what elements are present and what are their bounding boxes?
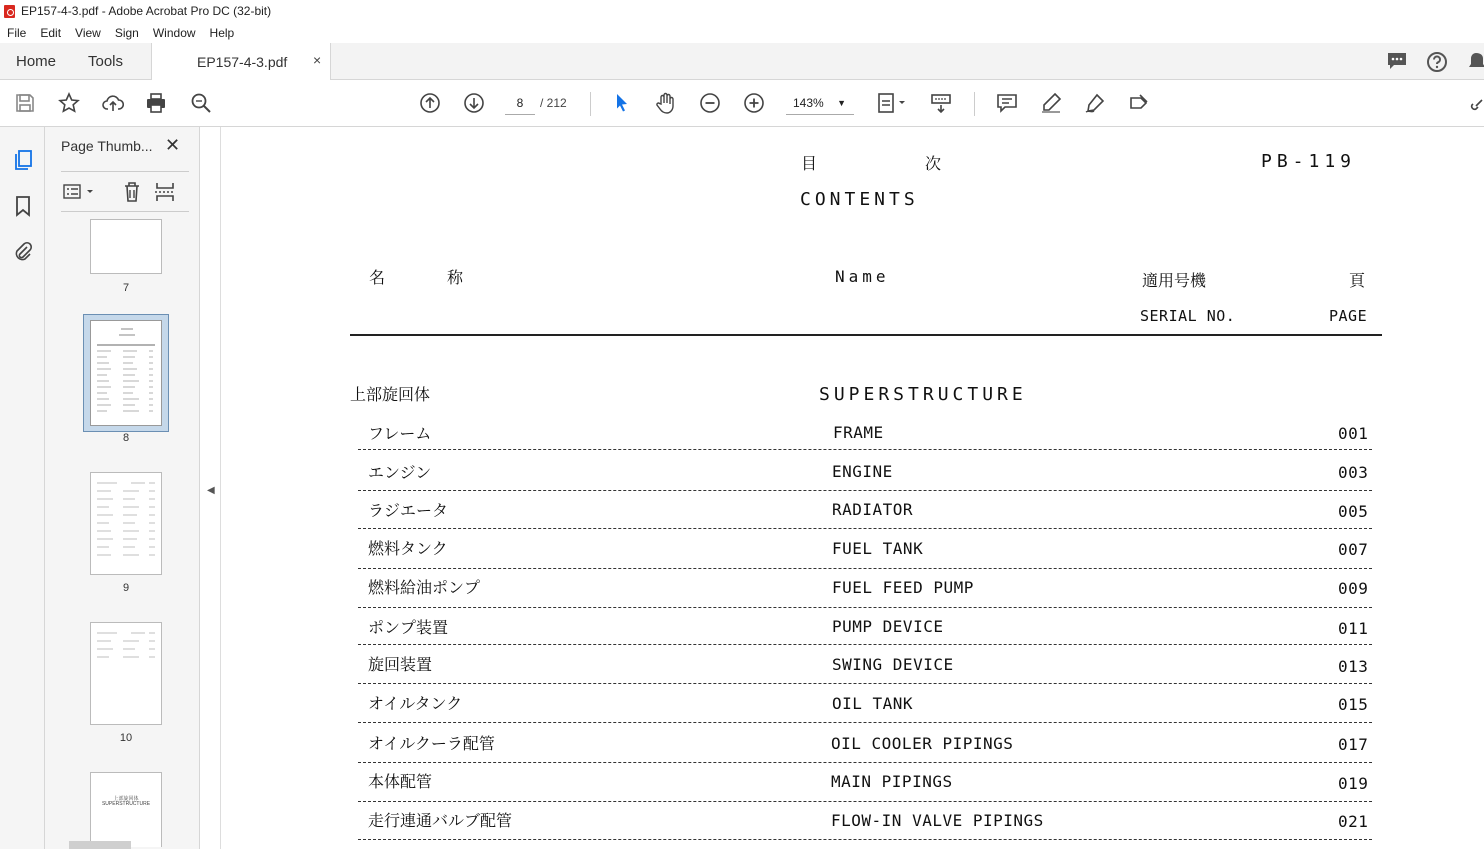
hand-icon — [655, 92, 677, 114]
close-tab-icon[interactable]: × — [313, 52, 322, 68]
fit-page-icon — [876, 92, 906, 114]
star-icon — [58, 92, 80, 114]
row-divider — [358, 528, 1372, 529]
row-jp: エンジン — [368, 463, 432, 482]
row-page: 001 — [1338, 424, 1369, 443]
contents-title: CONTENTS — [800, 189, 919, 210]
thumbnail-content-lines — [91, 623, 161, 723]
magnifier-icon — [190, 92, 212, 114]
page-display-button[interactable] — [874, 91, 908, 115]
row-en: FLOW-IN VALVE PIPINGS — [831, 811, 1044, 830]
row-en: OIL COOLER PIPINGS — [831, 734, 1014, 753]
row-en: OIL TANK — [832, 694, 914, 713]
thumbnail-label: 9 — [122, 582, 130, 594]
row-jp: 走行連通バルブ配管 — [368, 811, 513, 830]
scroll-mode-button[interactable] — [929, 91, 953, 115]
row-divider — [358, 801, 1372, 802]
document-page — [221, 127, 1484, 849]
col-name-en: Name — [835, 267, 890, 286]
row-en: PUMP DEVICE — [832, 617, 944, 636]
row-divider — [358, 683, 1372, 684]
row-page: 021 — [1338, 812, 1369, 831]
col-page-jp: 頁 — [1349, 271, 1366, 290]
menu-file[interactable]: File — [7, 25, 27, 40]
col-serial-en: SERIAL NO. — [1140, 307, 1236, 325]
search-button[interactable] — [189, 91, 213, 115]
row-page: 007 — [1338, 540, 1369, 559]
thumbnail-page-10[interactable] — [90, 622, 162, 725]
menu-view[interactable]: View — [75, 25, 101, 40]
row-en: FUEL TANK — [832, 539, 924, 558]
row-divider — [358, 722, 1372, 723]
thumbnail-label: 10 — [119, 732, 133, 744]
row-page: 011 — [1338, 619, 1369, 638]
insert-pages-icon[interactable] — [153, 180, 177, 204]
thumbnail-page-9[interactable] — [90, 472, 162, 575]
save-button[interactable] — [13, 91, 37, 115]
sign-button[interactable] — [1127, 91, 1151, 115]
col-name-jp-1: 名 — [369, 268, 386, 287]
section-title-jp: 上部旋回体 — [350, 385, 431, 404]
highlight-button[interactable] — [1039, 91, 1063, 115]
row-en: FUEL FEED PUMP — [832, 578, 974, 597]
chevron-down-icon: ▼ — [837, 98, 846, 108]
row-divider — [358, 568, 1372, 569]
draw-button[interactable] — [1083, 91, 1107, 115]
bookmark-star-button[interactable] — [57, 91, 81, 115]
page-number-input[interactable]: 8 — [505, 91, 535, 115]
row-jp: 燃料タンク — [368, 539, 448, 558]
row-divider — [358, 839, 1372, 840]
thumbnail-page-8-selected[interactable] — [83, 314, 169, 432]
printer-icon — [145, 92, 167, 114]
toolbar-divider — [590, 92, 591, 116]
zoom-level-select[interactable] — [786, 91, 854, 115]
row-divider — [358, 644, 1372, 645]
page-thumbnails-panel — [45, 127, 200, 849]
section-title-en: SUPERSTRUCTURE — [819, 384, 1027, 405]
link-icon[interactable] — [1470, 94, 1484, 114]
thumbnail-heading-en: SUPERSTRUCTURE — [101, 801, 151, 807]
row-page: 013 — [1338, 657, 1369, 676]
title-bar — [0, 0, 1484, 22]
tab-document[interactable] — [151, 43, 331, 80]
page-total: / 212 — [540, 96, 567, 110]
collapse-panel-arrow-icon[interactable]: ◀ — [207, 485, 215, 496]
hand-tool-button[interactable] — [654, 91, 678, 115]
row-en: FRAME — [833, 423, 884, 442]
thumbnail-options-icon[interactable] — [63, 182, 97, 202]
window-title: EP157-4-3.pdf - Adobe Acrobat Pro DC (32-bit) — [21, 4, 272, 18]
row-page: 005 — [1338, 502, 1369, 521]
thumbnail-list — [45, 219, 179, 847]
row-page: 017 — [1338, 735, 1369, 754]
close-panel-icon[interactable]: ✕ — [165, 135, 181, 155]
header-jp-right: 次 — [925, 154, 942, 173]
page-thumbnails-icon[interactable] — [12, 149, 34, 171]
row-divider — [358, 490, 1372, 491]
thumbnail-content-lines — [91, 473, 161, 573]
row-page: 003 — [1338, 463, 1369, 482]
save-icon — [14, 92, 36, 114]
row-jp: オイルタンク — [368, 694, 463, 713]
bookmarks-icon[interactable] — [12, 195, 34, 217]
attachments-paperclip-icon[interactable] — [12, 241, 34, 263]
hscroll-thumb[interactable] — [69, 841, 131, 849]
thumbnail-page-11[interactable] — [90, 772, 162, 847]
left-navigation-rail — [0, 127, 45, 849]
row-jp: 燃料給油ポンプ — [368, 578, 481, 597]
thumbnail-hscrollbar[interactable] — [57, 840, 177, 849]
tab-document-label: EP157-4-3.pdf — [197, 54, 288, 70]
col-page-en: PAGE — [1329, 307, 1368, 325]
zoom-level-value: 143% — [793, 96, 824, 110]
highlighter-pen-icon — [1040, 92, 1062, 114]
menu-window[interactable]: Window — [152, 25, 196, 40]
share-upload-button[interactable] — [101, 91, 125, 115]
header-jp-left: 目 — [801, 154, 818, 173]
row-jp: 旋回装置 — [368, 655, 433, 674]
comment-button[interactable] — [995, 91, 1019, 115]
next-page-button[interactable] — [462, 91, 486, 115]
panel-toolbar — [61, 171, 189, 212]
tab-home[interactable]: Home — [16, 53, 57, 70]
cursor-arrow-icon — [611, 92, 633, 114]
tab-bar — [0, 43, 1484, 80]
row-en: SWING DEVICE — [832, 655, 954, 674]
notifications-bell-icon[interactable] — [1468, 51, 1484, 73]
row-divider — [358, 762, 1372, 763]
row-page: 019 — [1338, 774, 1369, 793]
zoom-out-button[interactable] — [698, 91, 722, 115]
thumbnail-page-preview — [90, 320, 162, 426]
comment-bubble-icon[interactable] — [1386, 51, 1408, 71]
pen-draw-icon — [1084, 92, 1106, 114]
row-jp: 本体配管 — [368, 772, 433, 791]
minus-circle-icon — [699, 92, 721, 114]
row-jp: ラジエータ — [368, 501, 449, 520]
sticky-note-icon — [996, 92, 1018, 114]
row-en: MAIN PIPINGS — [831, 772, 953, 791]
zoom-in-button[interactable] — [742, 91, 766, 115]
row-en: RADIATOR — [832, 500, 914, 519]
row-page: 009 — [1338, 579, 1369, 598]
header-rule — [350, 334, 1382, 336]
row-divider — [358, 449, 1372, 450]
row-divider — [358, 607, 1372, 608]
thumbnail-page-7[interactable] — [90, 219, 162, 274]
tab-tools[interactable]: Tools — [88, 53, 124, 70]
document-code: PB-119 — [1261, 151, 1357, 172]
thumbnail-label: 7 — [122, 282, 130, 294]
arrow-up-circle-icon — [419, 92, 441, 114]
thumbnail-heading-jp: 上部旋回体 — [113, 796, 139, 802]
acrobat-logo-icon — [4, 5, 15, 18]
arrow-down-circle-icon — [463, 92, 485, 114]
menu-bar — [0, 22, 1484, 43]
row-jp: オイルクーラ配管 — [368, 734, 495, 753]
col-name-jp-2: 称 — [447, 268, 464, 287]
print-button[interactable] — [144, 91, 168, 115]
plus-circle-icon — [743, 92, 765, 114]
row-en: ENGINE — [832, 462, 893, 481]
select-tool-button[interactable] — [610, 91, 634, 115]
help-icon[interactable] — [1426, 51, 1448, 73]
stamp-sign-icon — [1128, 92, 1150, 114]
col-serial-jp: 適用号機 — [1142, 271, 1207, 290]
toolbar-divider — [974, 92, 975, 116]
panel-title: Page Thumb... — [61, 138, 153, 154]
thumbnail-label: 8 — [122, 432, 130, 444]
main-toolbar — [0, 80, 1484, 127]
upload-cloud-icon — [102, 92, 124, 114]
previous-page-button[interactable] — [418, 91, 442, 115]
menu-edit[interactable]: Edit — [40, 25, 62, 40]
menu-help[interactable]: Help — [209, 25, 235, 40]
keyboard-scroll-icon — [930, 92, 952, 114]
row-page: 015 — [1338, 695, 1369, 714]
menu-sign[interactable]: Sign — [114, 25, 139, 40]
thumbnail-content-lines — [91, 321, 161, 425]
row-jp: フレーム — [368, 424, 432, 443]
row-jp: ポンプ装置 — [368, 618, 449, 637]
delete-trash-icon[interactable] — [121, 180, 143, 204]
panel-splitter[interactable] — [200, 127, 221, 849]
